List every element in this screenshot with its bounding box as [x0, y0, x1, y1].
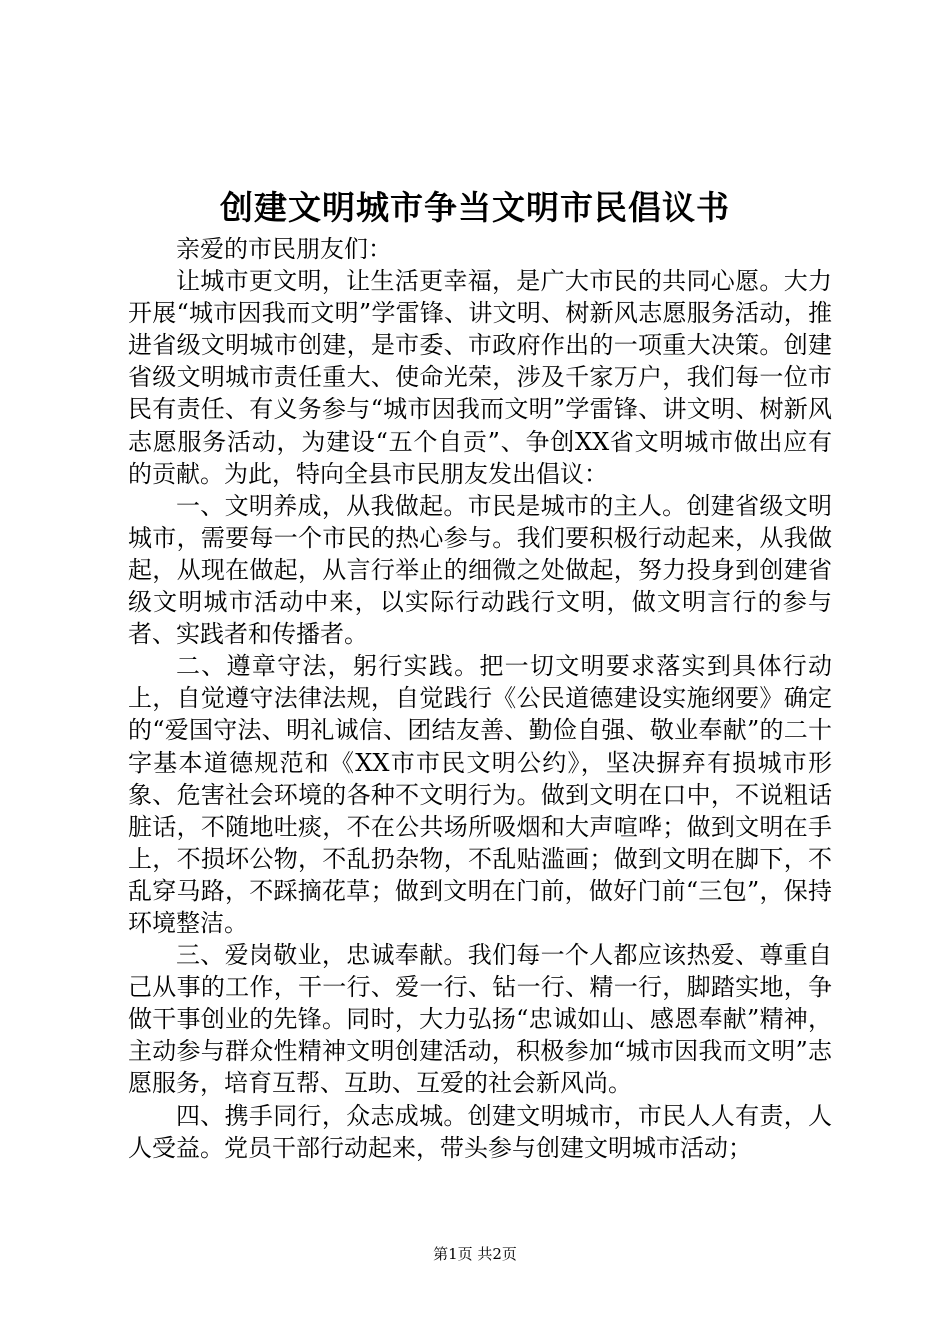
salutation: 亲爱的市民朋友们：: [176, 235, 392, 263]
paragraph-three: 三、爱岗敬业，忠诚奉献。我们每一个人都应该热爱、尊重自己从事的工作，干一行、爱一行、钻一行、精一行，脚踏实地，争做干事创业的先锋。同时，大力弘扬“忠诚如山、感恩奉献”精神，主动参与群众性精神文明创建活动，积极参加“城市因我而文明”志愿服务，培育互帮、互助、互爱的社会新风尚。: [128, 941, 832, 1098]
document-body: [128, 233, 832, 1164]
paragraph-two: 二、遵章守法，躬行实践。把一切文明要求落实到具体行动上，自觉遵守法律法规，自觉践行《公民道德建设实施纲要》确定的“爱国守法、明礼诚信、团结友善、勤俭自强、敬业奉献”的二十字基本道德规范和《XX市市民文明公约》，坚决摒弃有损城市形象、危害社会环境的各种不文明行为。做到文明在口中，不说粗话脏话，不随地吐痰，不在公共场所吸烟和大声喧哗；做到文明在手上，不损坏公物，不乱扔杂物，不乱贴滥画；做到文明在脚下，不乱穿马路，不踩摘花草；做到文明在门前，做好门前“三包”，保持环境整洁。: [128, 652, 832, 937]
intro-paragraph: 让城市更文明，让生活更幸福，是广大市民的共同心愿。大力开展“城市因我而文明”学雷锋、讲文明、树新风志愿服务活动，推进省级文明城市创建，是市委、市政府作出的一项重大决策。创建省级文明城市责任重大、使命光荣，涉及千家万户，我们每一位市民有责任、有义务参与“城市因我而文明”学雷锋、讲文明、树新风志愿服务活动，为建设“五个自贡”、争创XX省文明城市做出应有的贡献。为此，特向全县市民朋友发出倡议：: [128, 267, 832, 488]
paragraph-one: 一、文明养成，从我做起。市民是城市的主人。创建省级文明城市，需要每一个市民的热心参与。我们要积极行动起来，从我做起，从现在做起，从言行举止的细微之处做起，努力投身到创建省级文明城市活动中来，以实际行动践行文明，做文明言行的参与者、实践者和传播者。: [128, 491, 832, 649]
page-footer: 第1页 共2页: [433, 1245, 517, 1263]
paragraph-four: 四、携手同行，众志成城。创建文明城市，市民人人有责，人人受益。党员干部行动起来，带头参与创建文明城市活动；: [128, 1101, 832, 1162]
document-title: 创建文明城市争当文明市民倡议书: [220, 188, 730, 227]
